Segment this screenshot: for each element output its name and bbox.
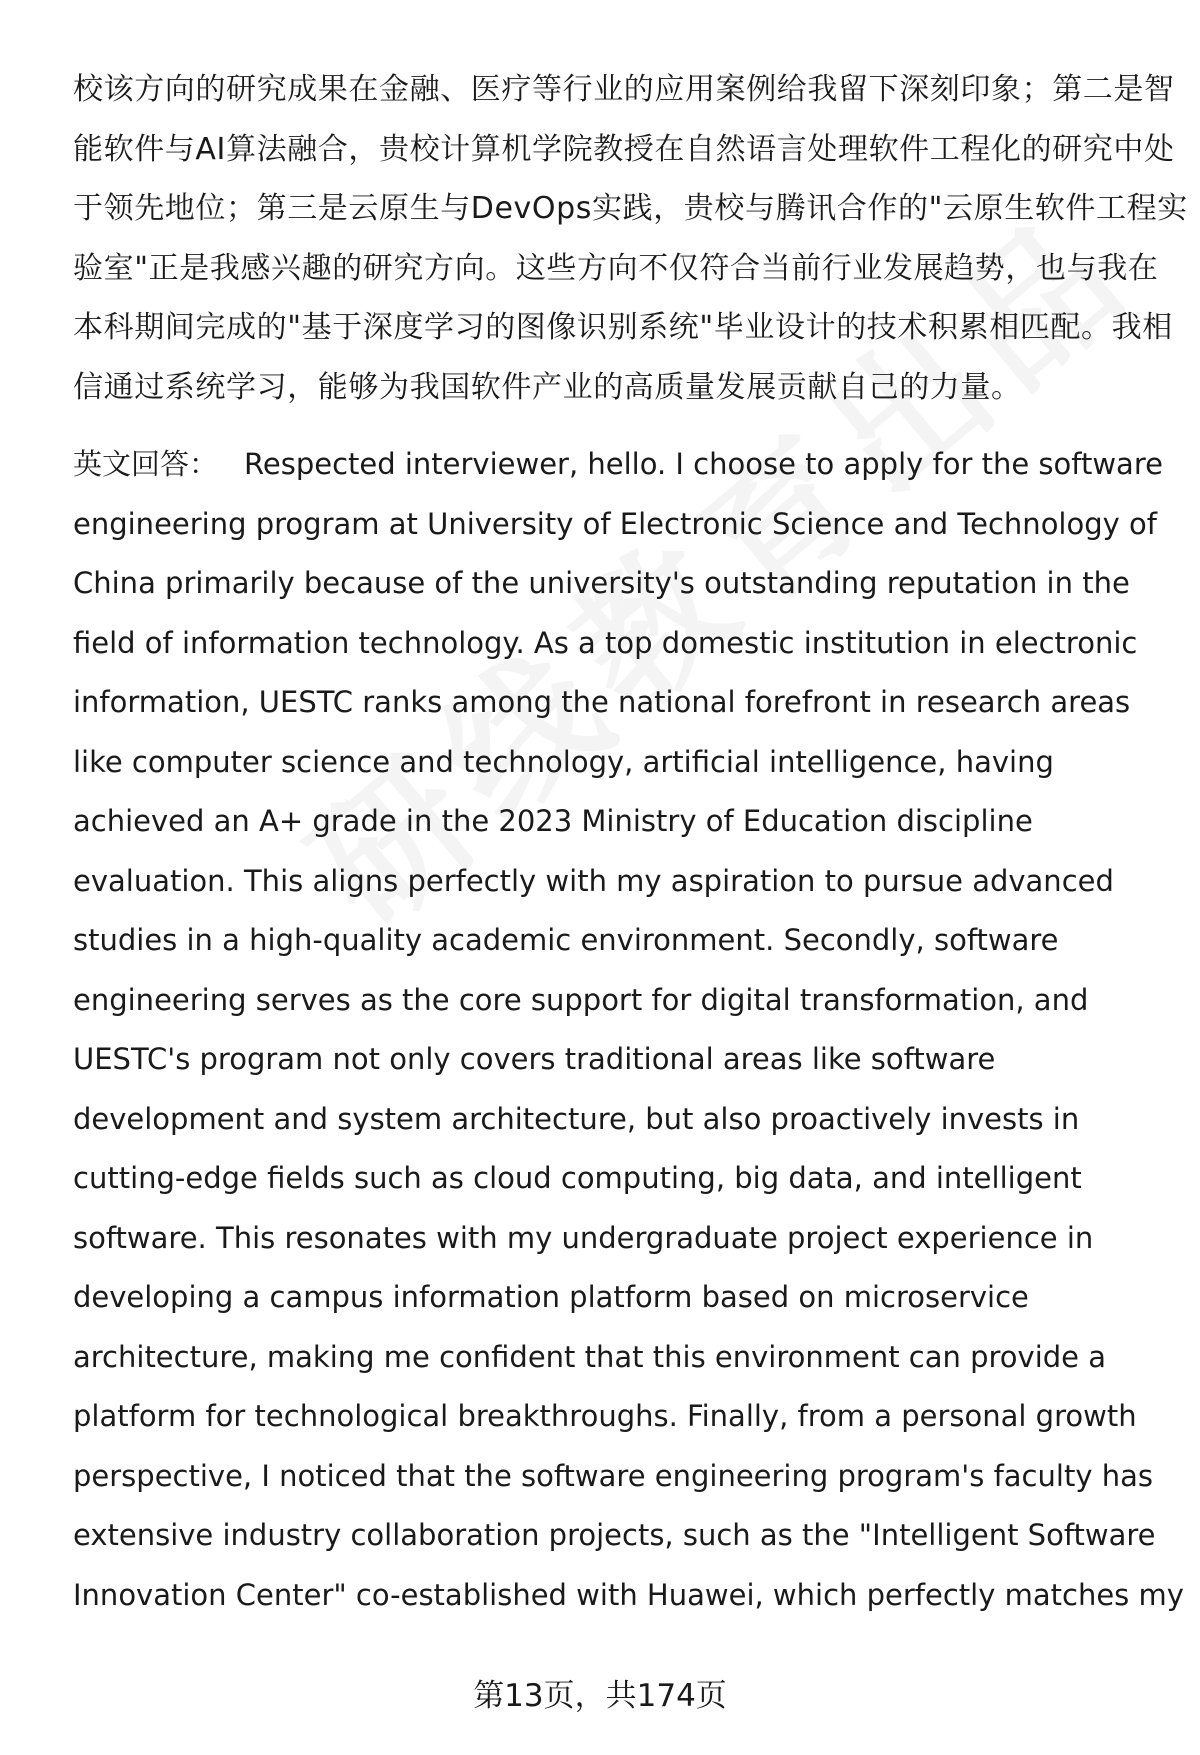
text-line: field of information technology. As a top domestic institution in electronic [73, 625, 1138, 660]
text-line: architecture, making me confident that this environment can provide a [73, 1339, 1107, 1374]
text-line: developing a campus information platform based on microservice [73, 1280, 1029, 1314]
text-line: 校该方向的研究成果在金融、医疗等行业的应用案例给我留下深刻印象；第二是智 [73, 72, 1175, 107]
text-line: 于领先地位；第三是云原生与DevOps实践，贵校与腾讯合作的"云原生软件工程实 [73, 191, 1188, 226]
document-body [73, 60, 1188, 1625]
text-line: extensive industry collaboration projects, such as the "Intelligent Software [73, 1518, 1156, 1552]
text-line: China primarily because of the university's outstanding reputation in the [73, 566, 1130, 600]
text-line: Innovation Center" co-established with Huawei, which perfectly matches my [73, 1577, 1184, 1612]
english-answer-label: 英文回答： [73, 447, 219, 481]
text-line: like computer science and technology, artificial intelligence, having [73, 744, 1054, 779]
page-number-footer: 第13页，共174页 [473, 1678, 727, 1714]
english-answer-paragraph [73, 435, 1184, 1625]
text-line: achieved an A+ grade in the 2023 Ministry of Education discipline [73, 804, 1033, 838]
text-line: 信通过系统学习，能够为我国软件产业的高质量发展贡献自己的力量。 [73, 369, 1022, 405]
text-line: 本科期间完成的"基于深度学习的图像识别系统"毕业设计的技术积累相匹配。我相 [73, 310, 1173, 345]
text-line: engineering program at University of Electronic Science and Technology of [73, 506, 1157, 541]
text-line: development and system architecture, but also proactively invests in [73, 1101, 1080, 1136]
text-line: 验室"正是我感兴趣的研究方向。这些方向不仅符合当前行业发展趋势，也与我在 [73, 250, 1159, 286]
text-line: perspective, I noticed that the software engineering program's faculty has [73, 1458, 1153, 1493]
text-line [73, 435, 1163, 495]
text-line: engineering serves as the core support for digital transformation, and [73, 982, 1089, 1017]
text-line: software. This resonates with my undergraduate project experience in [73, 1220, 1094, 1255]
text-line: cutting-edge fields such as cloud computing, big data, and intelligent [73, 1161, 1082, 1195]
text-line: studies in a high-quality academic environment. Secondly, software [73, 923, 1059, 957]
text-line: UESTC's program not only covers traditional areas like software [73, 1042, 996, 1076]
text-line: evaluation. This aligns perfectly with my aspiration to pursue advanced [73, 863, 1114, 898]
chinese-answer-paragraph [73, 60, 1188, 417]
text-line: 能软件与AI算法融合，贵校计算机学院教授在自然语言处理软件工程化的研究中处 [73, 131, 1175, 167]
text-line: information, UESTC ranks among the national forefront in research areas [73, 685, 1131, 719]
text-line-content: Respected interviewer, hello. I choose to apply for the software [244, 447, 1163, 481]
text-line: platform for technological breakthroughs. Finally, from a personal growth [73, 1399, 1137, 1433]
